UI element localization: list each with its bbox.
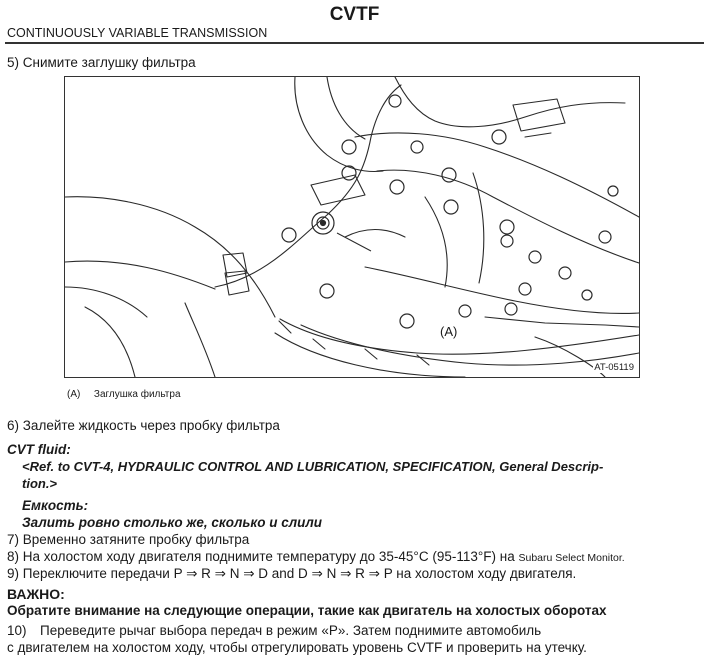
caption-text: Заглушка фильтра bbox=[93, 389, 181, 400]
step-text: Переведите рычаг выбора передач в режим «P». Затем поднимите автомобиль bbox=[40, 623, 542, 638]
important-heading: ВАЖНО: bbox=[7, 586, 65, 602]
capacity-text: Залить ровно столько же, сколько и слили bbox=[22, 515, 322, 530]
transmission-figure bbox=[64, 76, 640, 378]
transmission-line-drawing bbox=[65, 77, 639, 377]
step-text: На холостом ходу двигателя поднимите температуру до 35-45°C (95-113°F) на bbox=[22, 549, 515, 564]
step-6 bbox=[7, 418, 280, 433]
step-10-line1 bbox=[7, 623, 541, 638]
step-number: 8) bbox=[7, 549, 20, 564]
figure-code: AT-05119 bbox=[594, 362, 634, 373]
step-number: 10) bbox=[7, 623, 27, 638]
step-9 bbox=[7, 566, 576, 582]
diagnostic-tool-name: Subaru Select Monitor. bbox=[518, 552, 625, 564]
capacity-heading: Емкость: bbox=[22, 498, 89, 513]
step-10-line2: с двигателем на холостом ходу, чтобы отрегулировать уровень CVTF и проверить на утечку. bbox=[7, 640, 587, 655]
step-text: Снимите заглушку фильтра bbox=[22, 55, 196, 70]
header-divider bbox=[5, 42, 704, 44]
fluid-reference-line1: <Ref. to CVT-4, HYDRAULIC CONTROL AND LUBRICATION, SPECIFICATION, General Descrip- bbox=[22, 459, 604, 474]
step-5 bbox=[7, 55, 196, 70]
step-number: 7) bbox=[7, 532, 20, 547]
step-text: Переключите передачи P ⇒ R ⇒ N ⇒ D and D ⇒ N ⇒ R ⇒ P на холостом ходу двигателя. bbox=[22, 566, 577, 581]
step-number: 6) bbox=[7, 418, 20, 433]
figure-caption bbox=[67, 389, 181, 400]
step-7 bbox=[7, 532, 249, 547]
step-number: 9) bbox=[7, 566, 20, 581]
fluid-heading: CVT fluid: bbox=[7, 442, 71, 457]
section-header: CONTINUOUSLY VARIABLE TRANSMISSION bbox=[7, 26, 268, 40]
step-text: Временно затяните пробку фильтра bbox=[22, 532, 250, 547]
page-title: CVTF bbox=[329, 4, 380, 25]
step-number: 5) bbox=[7, 55, 20, 70]
callout-label: (A) bbox=[440, 324, 458, 339]
important-text: Обратите внимание на следующие операции, такие как двигатель на холостых оборотах bbox=[7, 603, 607, 618]
fluid-reference-line2: tion.> bbox=[22, 476, 58, 491]
caption-key: (A) bbox=[67, 389, 81, 400]
step-8 bbox=[7, 549, 625, 564]
step-text: Залейте жидкость через пробку фильтра bbox=[22, 418, 280, 433]
